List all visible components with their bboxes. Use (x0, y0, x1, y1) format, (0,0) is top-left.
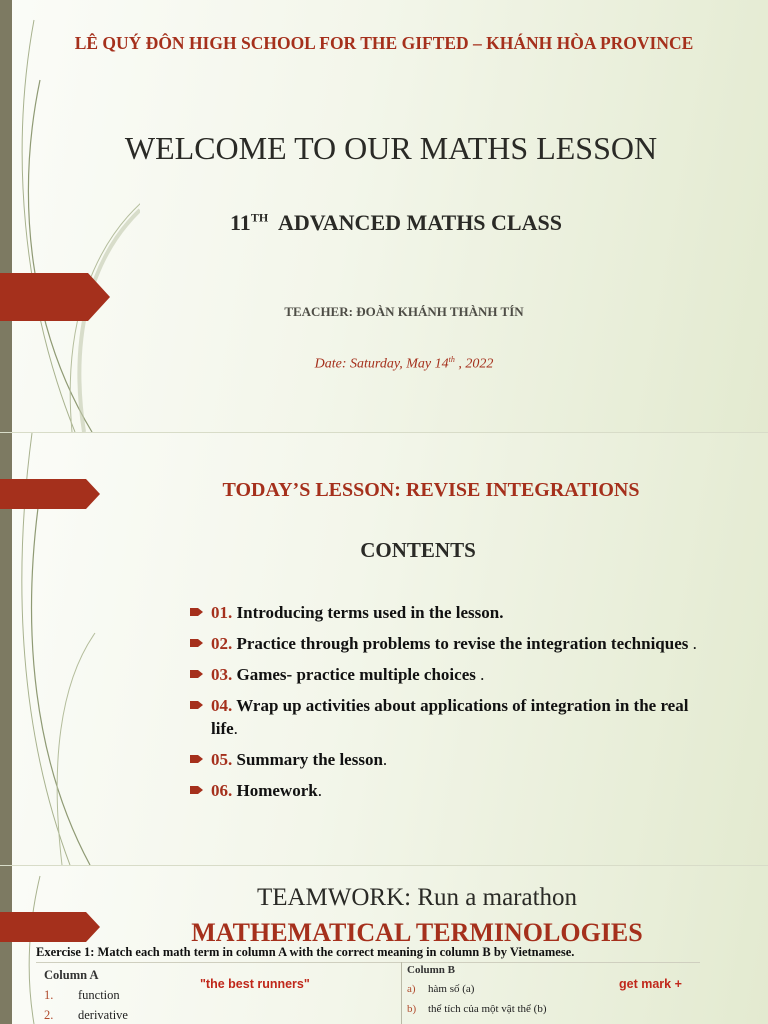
item-meaning: hàm số (a) (428, 983, 475, 995)
column-a-header: Column A (44, 968, 99, 982)
item-text: Summary the lesson (236, 750, 383, 769)
contents-heading: CONTENTS (360, 538, 476, 562)
school-name: LÊ QUÝ ĐÔN HIGH SCHOOL FOR THE GIFTED – KHÁNH HÒA PROVINCE (74, 33, 694, 53)
item-text: Wrap up activities about applications of integration in the real life (211, 696, 689, 738)
contents-item (190, 663, 710, 686)
slide-terminology (0, 866, 768, 1024)
item-tail: . (480, 665, 485, 684)
get-mark-label: get mark + (619, 977, 682, 991)
item-tail: . (382, 750, 388, 769)
item-tail: . (692, 634, 697, 653)
arrow-bullet-icon (190, 669, 204, 679)
column-b-header: Column B (407, 964, 455, 976)
arrow-bullet-icon (190, 700, 204, 710)
column-divider (401, 962, 402, 1024)
teamwork-label: TEAMWORK (256, 884, 405, 911)
item-tail: . (317, 781, 322, 800)
item-number: 05. (211, 750, 233, 769)
table-top-border (36, 962, 700, 963)
date-suffix: th (448, 355, 455, 364)
contents-list (190, 601, 710, 802)
list-item (44, 1008, 128, 1024)
item-term: derivative (78, 1008, 128, 1022)
lesson-date (0, 355, 768, 373)
class-title (0, 210, 768, 236)
date-year: , 2022 (458, 356, 494, 372)
item-term: function (78, 988, 120, 1002)
item-text: Introducing terms used in the lesson. (236, 603, 504, 622)
item-number: 1. (44, 988, 54, 1002)
column-a-list (44, 988, 128, 1024)
exercise-instruction: Exercise 1: Match each math term in column A with the correct meaning in column B by Vietnamese. (36, 945, 575, 959)
slide-contents (0, 433, 768, 865)
teamwork-activity: : Run a marathon (404, 884, 578, 911)
contents-item (190, 601, 710, 624)
class-number-suffix: TH (250, 210, 269, 225)
item-number: 06. (211, 781, 233, 800)
item-text: Games- practice multiple choices (236, 665, 476, 684)
column-b-list (407, 983, 547, 1023)
contents-item (190, 694, 710, 740)
class-name: ADVANCED MATHS CLASS (277, 210, 562, 235)
arrow-bullet-icon (190, 607, 204, 617)
item-text: Homework (236, 781, 318, 800)
list-item (407, 1003, 547, 1023)
item-number: 03. (211, 665, 233, 684)
item-text: Practice through problems to revise the integration techniques (236, 634, 689, 653)
item-number: 02. (211, 634, 233, 653)
contents-item (190, 779, 710, 802)
teacher-name: TEACHER: ĐOÀN KHÁNH THÀNH TÍN (284, 304, 524, 319)
teamwork-heading (0, 884, 768, 912)
arrow-bullet-icon (190, 638, 204, 648)
lesson-title: WELCOME TO OUR MATHS LESSON (124, 130, 658, 166)
item-meaning: thể tích của một vật thể (b) (428, 1003, 547, 1015)
item-letter: b) (407, 1003, 417, 1015)
item-tail: . (233, 719, 238, 738)
terminology-heading: MATHEMATICAL TERMINOLOGIES (191, 918, 643, 947)
item-number: 04. (211, 696, 233, 715)
item-number: 01. (211, 603, 233, 622)
contents-item (190, 632, 710, 655)
class-number: 11 (230, 210, 251, 235)
slide-title (0, 0, 768, 432)
date-text: Date: Saturday, May 14 (314, 356, 449, 372)
list-item (44, 988, 128, 1008)
arrow-bullet-icon (190, 754, 204, 764)
item-letter: a) (407, 983, 416, 995)
arrow-bullet-icon (190, 785, 204, 795)
lesson-topic: TODAY’S LESSON: REVISE INTEGRATIONS (222, 479, 640, 501)
best-runners-label: "the best runners" (200, 977, 310, 991)
list-item (407, 983, 547, 1003)
item-number: 2. (44, 1008, 54, 1022)
contents-item (190, 748, 710, 771)
